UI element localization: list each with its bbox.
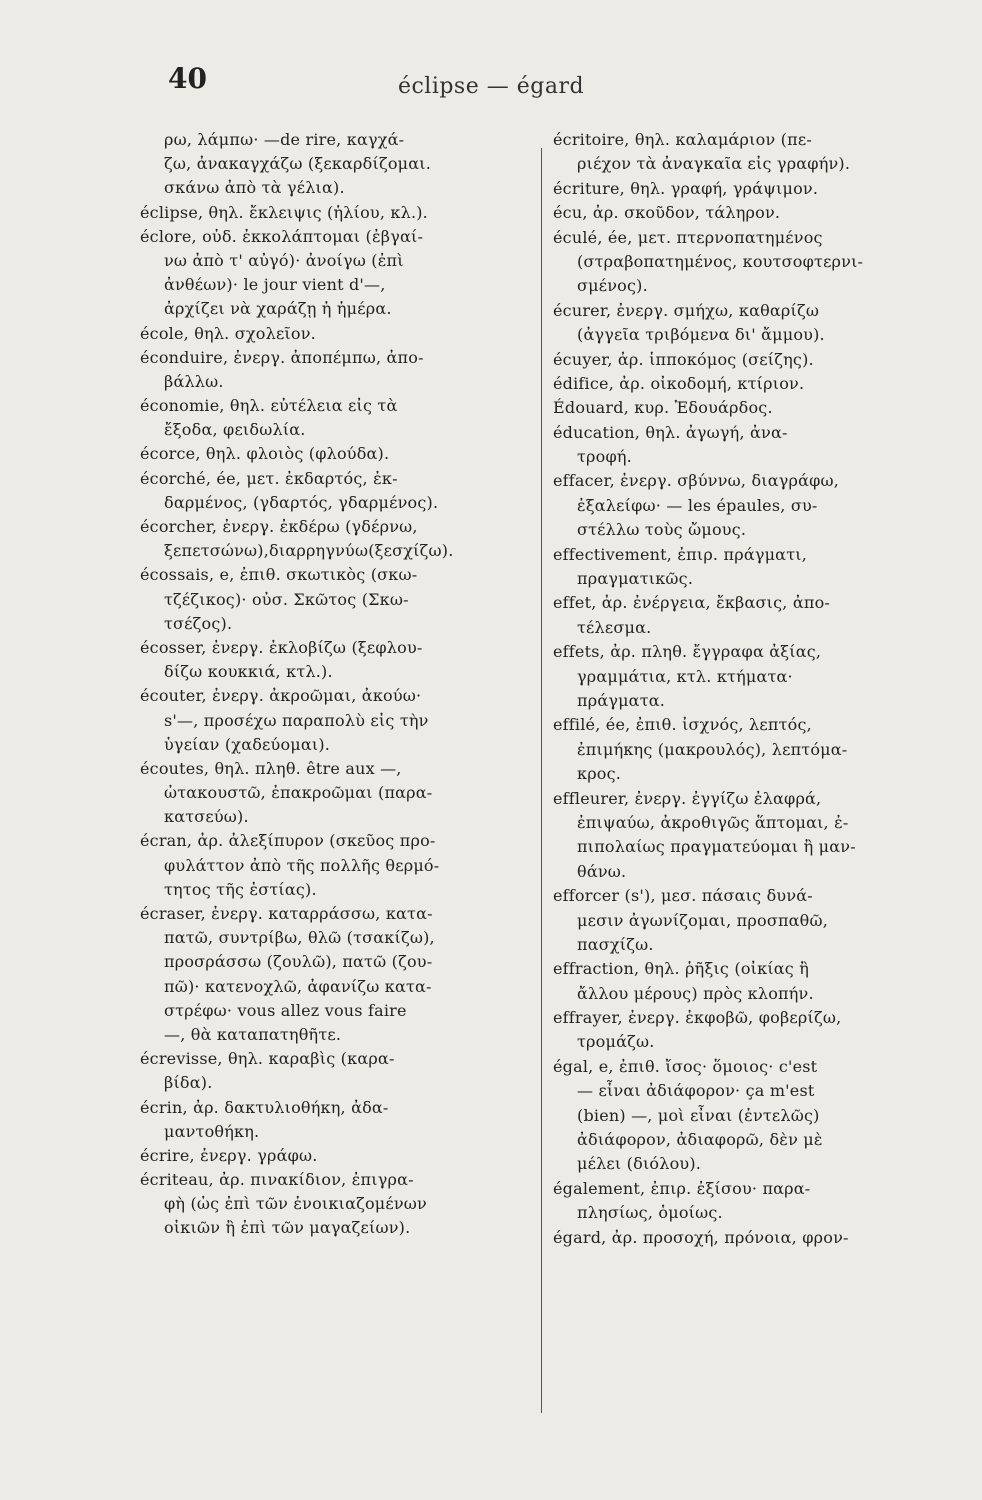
dictionary-line: πράγματα. (577, 690, 666, 710)
dictionary-line: écorché, ée, μετ. ἐκδαρτός, ἐκ- (140, 468, 398, 488)
dictionary-line: éducation, θηλ. ἀγωγή, ἀνα- (553, 422, 788, 442)
dictionary-line: effacer, ἐνεργ. σβύννω, διαγράφω, (553, 471, 840, 491)
dictionary-line: s'—, προσέχω παραπολὺ εἰς τὴν (164, 710, 429, 730)
dictionary-line: école, θηλ. σχολεῖον. (140, 323, 316, 343)
dictionary-line: ρω, λάμπω· —de rire, καγχά- (164, 130, 405, 149)
dictionary-line: ἐπιψαύω, ἀκροθιγῶς ἅπτομαι, ἐ- (577, 812, 849, 832)
dictionary-line: écritoire, θηλ. καλαμάριον (πε- (553, 130, 812, 149)
dictionary-line: édifice, ἀρ. οἰκοδομή, κτίριον. (553, 373, 805, 393)
dictionary-line: effet, ἀρ. ἐνέργεια, ἔκβασις, ἀπο- (553, 593, 831, 613)
dictionary-line: égal, e, ἐπιθ. ἴσος· ὅμοιος· c'est (553, 1056, 818, 1076)
dictionary-line: ζω, ἀνακαγχάζω (ξεκαρδίζομαι. (164, 154, 432, 174)
dictionary-line: πῶ)· κατενοχλῶ, ἀφανίζω κατα- (164, 976, 432, 996)
dictionary-line: μαντοθήκη. (164, 1121, 260, 1141)
dictionary-line: éculé, ée, μετ. πτερνοπατημένος (553, 227, 823, 247)
page-number: 40 (168, 62, 207, 95)
dictionary-line: στρέφω· vous allez vous faire (164, 1000, 407, 1020)
dictionary-line: (bien) —, μοὶ εἶναι (ἐντελῶς) (577, 1105, 820, 1125)
dictionary-line: μέλει (διόλου). (577, 1154, 702, 1174)
dictionary-line: écriteau, ἀρ. πινακίδιον, ἐπιγρα- (140, 1170, 414, 1190)
dictionary-line: (ἀγγεῖα τριβόμενα δι' ἄμμου). (577, 325, 825, 345)
dictionary-line: écuyer, ἀρ. ἱπποκόμος (σείζης). (553, 349, 814, 369)
dictionary-line: écosser, ἐνεργ. ἐκλοβίζω (ξεφλου- (140, 637, 423, 657)
dictionary-line: —, θὰ καταπατηθῆτε. (164, 1024, 342, 1044)
dictionary-line: τρομάζω. (577, 1032, 655, 1052)
dictionary-line: ἐξαλείφω· — les épaules, συ- (577, 495, 818, 515)
dictionary-line: ὑγείαν (χαδεύομαι). (164, 734, 331, 754)
right-column (553, 128, 958, 1250)
dictionary-line: πιπολαίως πραγματεύομαι ἢ μαν- (577, 837, 856, 857)
dictionary-line: σμένος). (577, 276, 648, 296)
dictionary-line: κατσεύω). (164, 807, 249, 827)
dictionary-line: τζέζικος)· οὐσ. Σκῶτος (Σκω- (164, 589, 409, 609)
dictionary-line: écouter, ἐνεργ. ἀκροῶμαι, ἀκούω· (140, 686, 422, 706)
dictionary-line: écrin, ἀρ. δακτυλιοθήκη, ἀδα- (140, 1097, 389, 1117)
dictionary-line: écrevisse, θηλ. καραβὶς (καρα- (140, 1049, 395, 1069)
dictionary-line: θάνω. (577, 861, 627, 881)
dictionary-line: ἀρχίζει νὰ χαράζῃ ἡ ἡμέρα. (164, 299, 392, 319)
dictionary-line: écurer, ἐνεργ. σμήχω, καθαρίζω (553, 300, 820, 320)
dictionary-line: éclore, οὐδ. ἐκκολάπτομαι (ἐβγαί- (140, 226, 424, 246)
dictionary-line: écriture, θηλ. γραφή, γράψιμον. (553, 178, 819, 198)
dictionary-line: ἄλλου μέρους) πρὸς κλοπήν. (577, 983, 814, 1003)
left-column (140, 128, 535, 1241)
dictionary-line: ἀδιάφορον, ἀδιαφορῶ, δὲν μὲ (577, 1130, 823, 1150)
dictionary-line: effraction, θηλ. ῥῆξις (οἰκίας ἢ (553, 959, 810, 979)
dictionary-line: écrire, ἐνεργ. γράφω. (140, 1145, 318, 1165)
dictionary-line: également, ἐπιρ. ἐξίσου· παρα- (553, 1178, 811, 1198)
dictionary-line: ἔξοδα, φειδωλία. (164, 420, 306, 440)
dictionary-line: effets, ἀρ. πληθ. ἔγγραφα ἀξίας, (553, 642, 822, 662)
dictionary-line: δίζω κουκκιά, κτλ.). (164, 662, 333, 682)
dictionary-line: effectivement, ἐπιρ. πράγματι, (553, 544, 807, 564)
dictionary-line: νω ἀπὸ τ' αὐγό)· ἀνοίγω (ἐπὶ (164, 250, 404, 270)
dictionary-line: προσράσσω (ζουλῶ), πατῶ (ζου- (164, 952, 433, 972)
dictionary-line: πατῶ, συντρίβω, θλῶ (τσακίζω), (164, 928, 435, 948)
dictionary-line: éclipse, θηλ. ἔκλειψις (ἡλίου, κλ.). (140, 202, 428, 222)
dictionary-line: Édouard, κυρ. Ἐδουάρδος. (553, 398, 773, 418)
dictionary-line: écran, ἀρ. ἀλεξίπυρον (σκεῦος προ- (140, 831, 436, 851)
dictionary-line: ξεπετσώνω),διαρρηγνύω(ξεσχίζω). (164, 541, 454, 561)
dictionary-line: βάλλω. (164, 371, 224, 391)
dictionary-line: οἰκιῶν ἢ ἐπὶ τῶν μαγαζείων). (164, 1218, 411, 1238)
dictionary-line: σκάνω ἀπὸ τὰ γέλια). (164, 178, 345, 198)
dictionary-line: πλησίως, ὁμοίως. (577, 1203, 723, 1223)
dictionary-line: efforcer (s'), μεσ. πάσαις δυνά- (553, 886, 813, 906)
dictionary-line: effrayer, ἐνεργ. ἐκφοβῶ, φοβερίζω, (553, 1008, 842, 1028)
dictionary-line: ἀνθέων)· le jour vient d'—, (164, 275, 386, 295)
dictionary-line: économie, θηλ. εὐτέλεια εἰς τὰ (140, 396, 398, 416)
dictionary-line: — εἶναι ἀδιάφορον· ça m'est (577, 1081, 815, 1101)
dictionary-line: τροφή. (577, 447, 632, 467)
dictionary-line: φὴ (ὡς ἐπὶ τῶν ἐνοικιαζομένων (164, 1194, 427, 1214)
dictionary-line: écorcher, ἐνεργ. ἐκδέρω (γδέρνω, (140, 517, 418, 536)
dictionary-line: écu, ἀρ. σκοῦδον, τάληρον. (553, 203, 781, 223)
dictionary-line: βίδα). (164, 1073, 213, 1093)
dictionary-line: (στραβοπατημένος, κουτσοφτερνι- (577, 251, 864, 271)
dictionary-line: ὠτακουστῶ, ἐπακροῶμαι (παρα- (164, 783, 433, 803)
dictionary-line: effleurer, ἐνεργ. ἐγγίζω ἐλαφρά, (553, 788, 822, 808)
dictionary-line: écorce, θηλ. φλοιὸς (φλούδα). (140, 444, 390, 464)
column-divider (541, 148, 542, 1413)
dictionary-line: γραμμάτια, κτλ. κτήματα· (577, 666, 793, 686)
dictionary-line: τητος τῆς ἑστίας). (164, 879, 317, 899)
dictionary-line: πασχίζω. (577, 934, 654, 954)
dictionary-line: écossais, e, ἐπιθ. σκωτικὸς (σκω- (140, 565, 418, 585)
dictionary-line: écraser, ἐνεργ. καταρράσσω, κατα- (140, 904, 433, 923)
dictionary-line: μεσιν ἀγωνίζομαι, προσπαθῶ, (577, 910, 829, 930)
dictionary-line: τέλεσμα. (577, 617, 652, 637)
dictionary-line: effilé, ée, ἐπιθ. ἰσχνός, λεπτός, (553, 715, 812, 735)
dictionary-line: πραγματικῶς. (577, 569, 694, 589)
dictionary-line: δαρμένος, (γδαρτός, γδαρμένος). (164, 492, 439, 512)
dictionary-line: écoutes, θηλ. πληθ. être aux —, (140, 758, 402, 778)
dictionary-line: φυλάττον ἀπὸ τῆς πολλῆς θερμό- (164, 855, 440, 875)
dictionary-line: στέλλω τοὺς ὤμους. (577, 520, 747, 540)
dictionary-line: éconduire, ἐνεργ. ἀποπέμπω, ἀπο- (140, 347, 424, 367)
dictionary-line: τσέζος). (164, 613, 233, 633)
dictionary-line: égard, ἀρ. προσοχή, πρόνοια, φρον- (553, 1227, 849, 1247)
running-head: éclipse — égard (397, 74, 585, 99)
dictionary-line: ἐπιμήκης (μακρουλός), λεπτόμα- (577, 739, 848, 759)
dictionary-line: κρος. (577, 764, 622, 784)
dictionary-line: ριέχον τὰ ἀναγκαῖα εἰς γραφήν). (577, 154, 851, 174)
